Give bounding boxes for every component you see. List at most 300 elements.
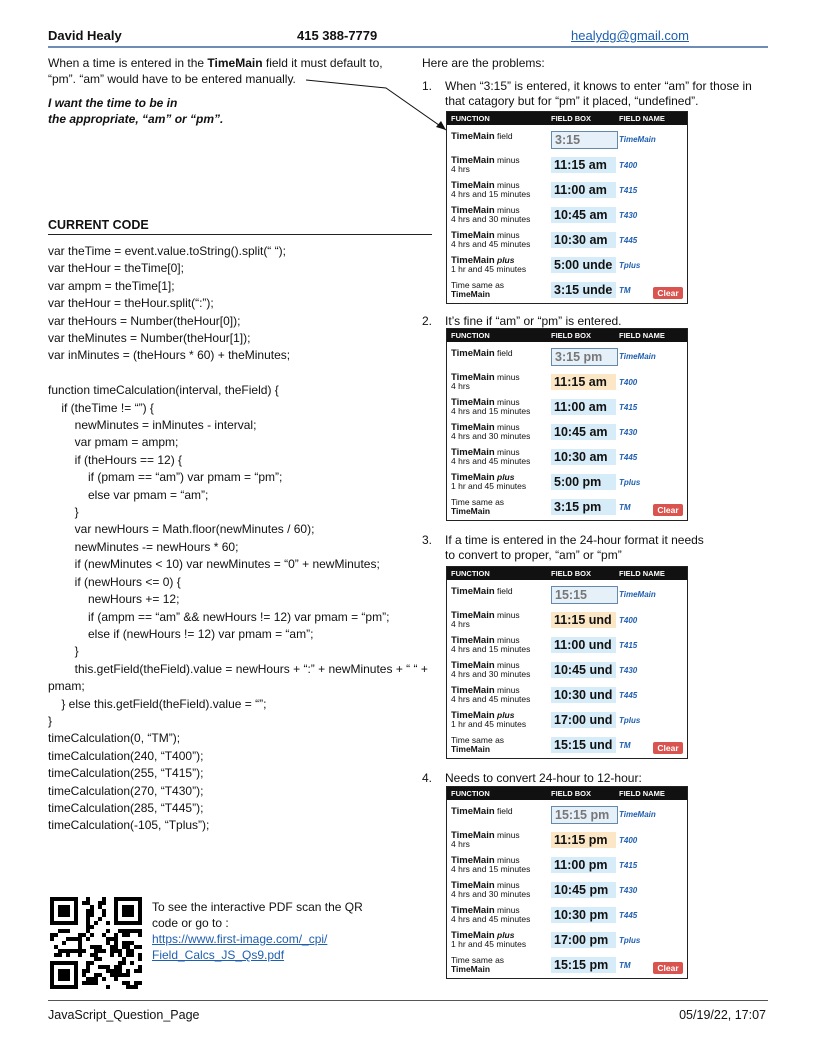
row-label-sub: 4 hrs and 45 minutes bbox=[451, 914, 531, 924]
qr-module bbox=[86, 909, 90, 913]
requirement-text bbox=[48, 95, 223, 127]
clear-button[interactable]: Clear bbox=[653, 742, 683, 754]
qr-module bbox=[102, 977, 106, 981]
row-label-sub: 4 hrs and 30 minutes bbox=[451, 431, 531, 441]
qr-module bbox=[86, 977, 90, 981]
qr-module bbox=[102, 897, 106, 901]
field-name-label: TimeMain bbox=[619, 352, 656, 361]
field-name-label: T400 bbox=[619, 378, 638, 387]
time-field-t430[interactable]: 10:45 am bbox=[551, 207, 616, 223]
email-link[interactable]: healydg@gmail.com bbox=[571, 28, 689, 43]
problem-number: 1. bbox=[422, 79, 433, 93]
row-label-sub: 4 hrs bbox=[451, 164, 470, 174]
row-label-bold: TimeMain bbox=[451, 180, 495, 191]
pdf-link-1[interactable]: https://www.first-image.com/_cpi/ bbox=[152, 932, 328, 946]
problem-item-4 bbox=[422, 771, 775, 786]
intro-text-2: “pm”. “am” would have to be entered manually. bbox=[48, 72, 296, 86]
qr-module bbox=[86, 965, 90, 969]
time-field-t415[interactable]: 11:00 pm bbox=[551, 857, 616, 873]
qr-module bbox=[66, 929, 70, 933]
time-field-tm[interactable]: 3:15 unde bbox=[551, 282, 616, 298]
code-line: timeCalculation(-105, “Tplus”); bbox=[48, 818, 210, 833]
qr-module bbox=[126, 945, 130, 949]
field-name-label: T430 bbox=[619, 886, 638, 895]
qr-module bbox=[130, 929, 134, 933]
qr-module bbox=[130, 961, 134, 965]
row-label-bold: TimeMain bbox=[451, 635, 495, 646]
panel-header-field-name: FIELD NAME bbox=[619, 331, 665, 340]
field-name-label: T445 bbox=[619, 691, 638, 700]
panel-header bbox=[447, 112, 687, 125]
row-label-text: field bbox=[494, 131, 513, 141]
clear-button[interactable]: Clear bbox=[653, 504, 683, 516]
panel-row bbox=[447, 253, 687, 278]
qr-module bbox=[78, 945, 82, 949]
field-name-label: Tplus bbox=[619, 261, 641, 270]
problem-item-3 bbox=[422, 533, 775, 563]
problem-text: If a time is entered in the 24-hour format it needs bbox=[445, 533, 704, 547]
qr-module bbox=[82, 901, 86, 905]
time-field-t445[interactable]: 10:30 pm bbox=[551, 907, 616, 923]
qr-module bbox=[58, 929, 62, 933]
qr-module bbox=[110, 973, 114, 977]
form-panel-2 bbox=[446, 328, 688, 521]
time-field-timemain[interactable]: 3:15 bbox=[551, 131, 618, 149]
time-field-tplus[interactable]: 17:00 und bbox=[551, 712, 616, 728]
row-function-label bbox=[451, 373, 520, 391]
qr-module bbox=[138, 957, 142, 961]
qr-module bbox=[130, 953, 134, 957]
qr-module bbox=[82, 981, 86, 985]
qr-module bbox=[90, 977, 94, 981]
time-field-t445[interactable]: 10:30 am bbox=[551, 449, 616, 465]
time-field-t400[interactable]: 11:15 am bbox=[551, 374, 616, 390]
time-field-timemain[interactable]: 15:15 bbox=[551, 586, 618, 604]
code-line: var theMinutes = Number(theHour[1]); bbox=[48, 331, 251, 346]
panel-row bbox=[447, 658, 687, 683]
qr-module bbox=[90, 981, 94, 985]
panel-row bbox=[447, 800, 687, 828]
problem-number: 2. bbox=[422, 314, 433, 328]
panel-header bbox=[447, 787, 687, 800]
panel-row bbox=[447, 828, 687, 853]
problem-text: that catagory but for “pm” it placed, “undefined”. bbox=[445, 94, 699, 108]
row-label-text: minus bbox=[494, 205, 520, 215]
qr-module bbox=[122, 945, 126, 949]
code-line: newMinutes -= newHours * 60; bbox=[48, 539, 239, 554]
qr-module bbox=[138, 945, 142, 949]
row-label-bold: TimeMain bbox=[451, 397, 495, 408]
field-name-label: T445 bbox=[619, 236, 638, 245]
time-field-tplus[interactable]: 17:00 pm bbox=[551, 932, 616, 948]
row-label-bold: TimeMain bbox=[451, 205, 495, 216]
row-label-sub: TimeMain bbox=[451, 506, 491, 516]
qr-module bbox=[86, 981, 90, 985]
author-name: David Healy bbox=[48, 28, 122, 43]
field-name-label: T400 bbox=[619, 161, 638, 170]
panel-row bbox=[447, 470, 687, 495]
row-function-label bbox=[451, 448, 530, 466]
row-label-bold: TimeMain bbox=[451, 930, 495, 941]
code-line bbox=[48, 365, 428, 382]
problem-item-1 bbox=[422, 79, 775, 109]
qr-module bbox=[106, 921, 110, 925]
panel-header-field-box: FIELD BOX bbox=[551, 569, 592, 578]
time-field-t430[interactable]: 10:45 und bbox=[551, 662, 616, 678]
panel-row bbox=[447, 278, 687, 303]
row-label-text: minus bbox=[494, 830, 520, 840]
code-line: } else this.getField(theField).value = “”; bbox=[48, 696, 267, 711]
qr-module bbox=[58, 949, 62, 953]
qr-module bbox=[118, 961, 122, 965]
code-line: var inMinutes = (theHours * 60) + theMinutes; bbox=[48, 348, 291, 363]
row-label-sub: 4 hrs and 30 minutes bbox=[451, 214, 531, 224]
row-label-sub: 4 hrs and 15 minutes bbox=[451, 406, 531, 416]
panel-row bbox=[447, 342, 687, 370]
time-field-tplus[interactable]: 5:00 pm bbox=[551, 474, 616, 490]
panel-row bbox=[447, 953, 687, 978]
row-label-text: minus bbox=[494, 372, 520, 382]
clear-button[interactable]: Clear bbox=[653, 287, 683, 299]
panel-header bbox=[447, 567, 687, 580]
field-name-label: T415 bbox=[619, 641, 638, 650]
qr-module bbox=[98, 945, 102, 949]
row-label-text: Time same as bbox=[451, 497, 505, 507]
row-label-sub: 4 hrs and 30 minutes bbox=[451, 669, 531, 679]
problem-item-2 bbox=[422, 314, 775, 329]
qr-module bbox=[98, 973, 102, 977]
qr-caption-line-1: To see the interactive PDF scan the QR bbox=[152, 900, 363, 914]
qr-module bbox=[118, 929, 122, 933]
qr-module bbox=[94, 949, 98, 953]
row-label-text: minus bbox=[494, 447, 520, 457]
intro-text: field it must default to, bbox=[262, 56, 383, 70]
code-line: pmam; bbox=[48, 679, 85, 694]
footer-rule bbox=[48, 1000, 768, 1001]
code-line: var pmam = ampm; bbox=[48, 435, 179, 450]
panel-header-field-box: FIELD BOX bbox=[551, 114, 592, 123]
panel-header-field-box: FIELD BOX bbox=[551, 789, 592, 798]
time-field-timemain[interactable]: 3:15 pm bbox=[551, 348, 618, 366]
panel-row bbox=[447, 203, 687, 228]
panel-row bbox=[447, 903, 687, 928]
qr-module bbox=[134, 929, 138, 933]
code-line: } bbox=[48, 505, 79, 520]
panel-row bbox=[447, 683, 687, 708]
qr-module bbox=[138, 929, 142, 933]
row-function-label bbox=[451, 931, 526, 949]
qr-module bbox=[122, 941, 126, 945]
panel-header-function: FUNCTION bbox=[451, 331, 490, 340]
problem-number: 3. bbox=[422, 533, 433, 547]
row-label-text: field bbox=[494, 348, 513, 358]
row-label-text: minus bbox=[494, 855, 520, 865]
panel-header bbox=[447, 329, 687, 342]
row-function-label bbox=[451, 611, 520, 629]
row-function-label bbox=[451, 423, 530, 441]
qr-module bbox=[90, 905, 94, 909]
qr-module bbox=[50, 933, 54, 937]
row-label-bold: TimeMain bbox=[451, 610, 495, 621]
row-label-bold: TimeMain bbox=[451, 447, 495, 458]
row-label-text: Time same as bbox=[451, 735, 505, 745]
code-line: if (theHours == 12) { bbox=[48, 452, 183, 467]
qr-module bbox=[90, 933, 94, 937]
code-line: var newHours = Math.floor(newMinutes / 60); bbox=[48, 522, 315, 537]
qr-module bbox=[50, 937, 54, 941]
qr-module bbox=[134, 945, 138, 949]
row-function-label bbox=[451, 181, 530, 199]
time-field-t415[interactable]: 11:00 und bbox=[551, 637, 616, 653]
code-line: newMinutes = inMinutes - interval; bbox=[48, 418, 257, 433]
row-function-label bbox=[451, 132, 513, 141]
qr-module bbox=[126, 953, 130, 957]
row-label-text: plus bbox=[494, 930, 515, 940]
code-line: if (ampm == “am” && newHours != 12) var pmam = “pm”; bbox=[48, 609, 390, 624]
row-function-label bbox=[451, 256, 526, 274]
time-field-timemain[interactable]: 15:15 pm bbox=[551, 806, 618, 824]
qr-module bbox=[78, 953, 82, 957]
intro-text: When a time is entered in the bbox=[48, 56, 208, 70]
field-name-label: T430 bbox=[619, 211, 638, 220]
row-label-bold: TimeMain bbox=[451, 255, 495, 266]
time-field-t400[interactable]: 11:15 pm bbox=[551, 832, 616, 848]
time-field-t445[interactable]: 10:30 am bbox=[551, 232, 616, 248]
time-field-tm[interactable]: 3:15 pm bbox=[551, 499, 616, 515]
field-name-label: T415 bbox=[619, 403, 638, 412]
qr-module bbox=[86, 929, 90, 933]
header-rule bbox=[48, 46, 768, 48]
panel-header-field-box: FIELD BOX bbox=[551, 331, 592, 340]
time-field-t445[interactable]: 10:30 und bbox=[551, 687, 616, 703]
problems-heading: Here are the problems: bbox=[422, 56, 545, 70]
code-line: this.getField(theField).value = newHours + “:” + newMinutes + “ “ + bbox=[48, 661, 428, 676]
qr-module bbox=[106, 965, 110, 969]
field-name-label: TimeMain bbox=[619, 590, 656, 599]
time-field-t400[interactable]: 11:15 und bbox=[551, 612, 616, 628]
row-function-label bbox=[451, 498, 504, 516]
qr-module bbox=[86, 937, 90, 941]
row-label-bold: TimeMain bbox=[451, 855, 495, 866]
qr-module bbox=[58, 969, 70, 981]
code-heading-rule bbox=[48, 234, 432, 235]
row-label-bold: TimeMain bbox=[451, 372, 495, 383]
row-label-sub: 4 hrs and 45 minutes bbox=[451, 694, 531, 704]
qr-module bbox=[82, 973, 86, 977]
qr-caption-line-2: code or go to : bbox=[152, 916, 229, 930]
row-function-label bbox=[451, 856, 530, 874]
field-name-label: T445 bbox=[619, 453, 638, 462]
row-label-sub: 1 hr and 45 minutes bbox=[451, 481, 527, 491]
field-name-label: T445 bbox=[619, 911, 638, 920]
row-label-text: minus bbox=[494, 422, 520, 432]
qr-module bbox=[62, 929, 66, 933]
qr-module bbox=[90, 953, 94, 957]
qr-module bbox=[122, 933, 126, 937]
row-label-bold: TimeMain bbox=[451, 422, 495, 433]
qr-module bbox=[90, 909, 94, 913]
time-field-t415[interactable]: 11:00 am bbox=[551, 399, 616, 415]
qr-module bbox=[130, 941, 134, 945]
code-line: timeCalculation(0, “TM”); bbox=[48, 731, 181, 746]
qr-module bbox=[138, 965, 142, 969]
qr-caption bbox=[152, 899, 363, 963]
qr-module bbox=[106, 929, 110, 933]
qr-module bbox=[110, 949, 114, 953]
field-name-label: TimeMain bbox=[619, 135, 656, 144]
code-line: var theTime = event.value.toString().split(“ “); bbox=[48, 244, 286, 258]
field-name-label: T400 bbox=[619, 616, 638, 625]
qr-module bbox=[134, 985, 138, 989]
field-name-label: Tplus bbox=[619, 478, 641, 487]
field-name-label: T400 bbox=[619, 836, 638, 845]
code-line: timeCalculation(270, “T430”); bbox=[48, 783, 204, 798]
field-name-label: Tplus bbox=[619, 716, 641, 725]
panel-row bbox=[447, 853, 687, 878]
panel-header-function: FUNCTION bbox=[451, 789, 490, 798]
code-line: timeCalculation(240, “T400”); bbox=[48, 748, 204, 763]
panel-header-field-name: FIELD NAME bbox=[619, 789, 665, 798]
code-line: else if (newHours != 12) var pmam = “am”; bbox=[48, 626, 314, 641]
qr-module bbox=[126, 941, 130, 945]
field-name-label: T430 bbox=[619, 428, 638, 437]
panel-row bbox=[447, 878, 687, 903]
panel-header-field-name: FIELD NAME bbox=[619, 114, 665, 123]
qr-code[interactable] bbox=[50, 897, 142, 989]
qr-module bbox=[58, 905, 70, 917]
qr-module bbox=[86, 969, 90, 973]
qr-module bbox=[122, 957, 126, 961]
qr-module bbox=[94, 953, 98, 957]
row-label-bold: TimeMain bbox=[451, 348, 495, 359]
row-label-text: plus bbox=[494, 255, 515, 265]
qr-module bbox=[106, 985, 110, 989]
clear-button[interactable]: Clear bbox=[653, 962, 683, 974]
field-name-label: T415 bbox=[619, 861, 638, 870]
qr-module bbox=[78, 949, 82, 953]
problem-text: to convert to proper, “am” or “pm” bbox=[445, 548, 622, 562]
qr-module bbox=[54, 933, 58, 937]
qr-module bbox=[114, 969, 118, 973]
qr-module bbox=[74, 949, 78, 953]
time-field-t400[interactable]: 11:15 am bbox=[551, 157, 616, 173]
row-label-text: minus bbox=[494, 660, 520, 670]
row-label-text: minus bbox=[494, 397, 520, 407]
qr-module bbox=[106, 941, 110, 945]
row-function-label bbox=[451, 398, 530, 416]
phone-number: 415 388-7779 bbox=[297, 28, 378, 43]
row-function-label bbox=[451, 881, 530, 899]
panel-row bbox=[447, 928, 687, 953]
qr-module bbox=[114, 965, 118, 969]
row-label-sub: TimeMain bbox=[451, 289, 491, 299]
row-label-text: minus bbox=[494, 685, 520, 695]
qr-module bbox=[90, 945, 94, 949]
qr-module bbox=[86, 897, 90, 901]
intro-bold-field: TimeMain bbox=[207, 56, 263, 70]
row-label-text: minus bbox=[494, 180, 520, 190]
qr-module bbox=[94, 945, 98, 949]
qr-module bbox=[78, 941, 82, 945]
time-field-tplus[interactable]: 5:00 unde bbox=[551, 257, 616, 273]
panel-row bbox=[447, 580, 687, 608]
row-function-label bbox=[451, 906, 530, 924]
qr-module bbox=[114, 937, 118, 941]
code-line: newHours += 12; bbox=[48, 592, 180, 607]
time-field-tm[interactable]: 15:15 pm bbox=[551, 957, 616, 973]
qr-module bbox=[126, 981, 130, 985]
qr-module bbox=[114, 949, 118, 953]
row-function-label bbox=[451, 206, 530, 224]
qr-module bbox=[66, 937, 70, 941]
row-label-sub: 1 hr and 45 minutes bbox=[451, 719, 527, 729]
qr-module bbox=[122, 981, 126, 985]
qr-module bbox=[98, 957, 102, 961]
time-field-t430[interactable]: 10:45 am bbox=[551, 424, 616, 440]
field-name-label: Tplus bbox=[619, 936, 641, 945]
field-name-label: TM bbox=[619, 503, 631, 512]
qr-module bbox=[98, 949, 102, 953]
qr-module bbox=[110, 945, 114, 949]
field-name-label: TM bbox=[619, 286, 631, 295]
qr-module bbox=[114, 945, 118, 949]
row-label-bold: TimeMain bbox=[451, 806, 495, 817]
qr-module bbox=[86, 901, 90, 905]
row-function-label bbox=[451, 349, 513, 358]
row-label-sub: 4 hrs bbox=[451, 839, 470, 849]
form-panel-1 bbox=[446, 111, 688, 304]
panel-header-function: FUNCTION bbox=[451, 569, 490, 578]
problem-number: 4. bbox=[422, 771, 433, 785]
row-label-text: minus bbox=[494, 905, 520, 915]
qr-module bbox=[98, 917, 102, 921]
qr-module bbox=[114, 941, 118, 945]
qr-module bbox=[126, 969, 130, 973]
pdf-link-2[interactable]: Field_Calcs_JS_Qs9.pdf bbox=[152, 948, 285, 962]
code-line: } bbox=[48, 644, 79, 659]
code-heading: CURRENT CODE bbox=[48, 218, 149, 232]
code-line: function timeCalculation(interval, theField) { bbox=[48, 383, 279, 398]
form-panel-4 bbox=[446, 786, 688, 979]
row-label-text: Time same as bbox=[451, 955, 505, 965]
panel-row bbox=[447, 708, 687, 733]
code-line: timeCalculation(285, “T445”); bbox=[48, 800, 204, 815]
qr-module bbox=[134, 981, 138, 985]
row-label-sub: 4 hrs and 15 minutes bbox=[451, 644, 531, 654]
qr-module bbox=[102, 965, 106, 969]
time-field-tm[interactable]: 15:15 und bbox=[551, 737, 616, 753]
field-name-label: T415 bbox=[619, 186, 638, 195]
qr-module bbox=[138, 933, 142, 937]
form-panel-3 bbox=[446, 566, 688, 759]
qr-module bbox=[86, 921, 90, 925]
qr-module bbox=[110, 937, 114, 941]
field-name-label: T430 bbox=[619, 666, 638, 675]
time-field-t415[interactable]: 11:00 am bbox=[551, 182, 616, 198]
time-field-t430[interactable]: 10:45 pm bbox=[551, 882, 616, 898]
row-function-label bbox=[451, 956, 504, 974]
row-label-text: minus bbox=[494, 610, 520, 620]
qr-module bbox=[138, 953, 142, 957]
row-label-sub: 4 hrs and 15 minutes bbox=[451, 864, 531, 874]
qr-module bbox=[86, 917, 90, 921]
row-label-bold: TimeMain bbox=[451, 660, 495, 671]
qr-module bbox=[138, 981, 142, 985]
row-label-sub: 4 hrs bbox=[451, 381, 470, 391]
qr-module bbox=[102, 933, 106, 937]
qr-module bbox=[114, 977, 118, 981]
panel-row bbox=[447, 733, 687, 758]
